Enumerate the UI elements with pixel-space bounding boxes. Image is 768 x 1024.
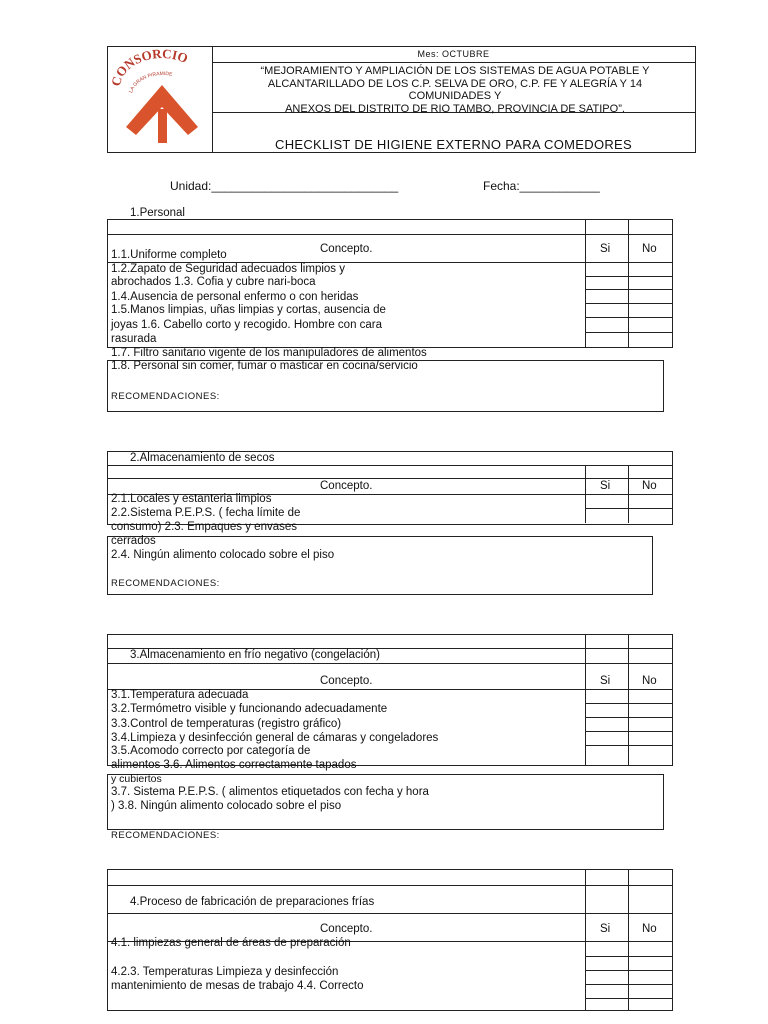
checklist-item: 2.2.Sistema P.E.P.S. ( fecha límite de [111, 507, 301, 519]
checklist-item: 1.7. Filtro sanitario vigente de los manipuladores de alimentos [111, 347, 427, 359]
no-header: No [642, 480, 657, 492]
checklist-item: 4.1. limpiezas general de áreas de preparación [111, 937, 351, 949]
table-col-line [628, 634, 629, 765]
recommendations-label: RECOMENDACIONES: [111, 391, 220, 402]
svg-text:LA GRAN PIRAMIDE [128, 71, 173, 94]
section3-title: 3.Almacenamiento en frío negativo (congelación) [130, 649, 380, 661]
concepto-header: Concepto. [320, 480, 373, 492]
checklist-item: ) 3.8. Ningún alimento colocado sobre el piso [111, 800, 342, 812]
si-header: Si [600, 675, 611, 687]
checklist-item: 4.2.3. Temperaturas Limpieza y desinfección [111, 966, 339, 978]
no-header: No [642, 923, 657, 935]
table-col-line [585, 869, 586, 1010]
table-line [107, 913, 672, 914]
month-label: Mes: OCTUBRE [417, 49, 490, 59]
table-col-line [628, 219, 629, 347]
checklist-item: cerrados [111, 535, 156, 547]
project-title-line: ANEXOS DEL DISTRITO DE RIO TAMBO, PROVINCIA DE SATIPO”. [285, 102, 625, 115]
checklist-item: 1.4.Ausencia de personal enfermo o con heridas [111, 291, 359, 303]
checklist-item: 3.1.Temperatura adecuada [111, 689, 249, 701]
svg-text:CONSORCIO [110, 49, 190, 88]
table-line [107, 663, 672, 664]
checklist-item: abrochados 1.3. Cofia y cubre nari-boca [111, 276, 316, 288]
checklist-item: consumo) 2.3. Empaques y envases [111, 521, 298, 533]
project-title [222, 65, 688, 115]
section2-title: 2.Almacenamiento de secos [130, 452, 275, 464]
header-row-line [212, 62, 695, 63]
checklist-item: rasurada [111, 333, 157, 345]
checklist-item: y cubiertos [111, 773, 162, 785]
si-header: Si [600, 243, 611, 255]
section4-title: 4.Proceso de fabricación de preparaciones frías [130, 896, 375, 908]
logo-subtext: LA GRAN PIRAMIDE [128, 70, 173, 94]
logo-text: ONSORCIO [112, 49, 191, 80]
checklist-item: joyas 1.6. Cabello corto y recogido. Hombre con cara [111, 319, 383, 331]
si-header: Si [600, 480, 611, 492]
checklist-item: 1.5.Manos limpias, uñas limpias y cortas, ausencia de [111, 304, 386, 316]
table-col-line [585, 634, 586, 765]
table-line [107, 234, 672, 235]
table-line [107, 885, 672, 886]
project-title-line: ALCANTARILLADO DE LOS C.P. SELVA DE ORO, C.P. FE Y ALEGRÍA Y 14 [267, 77, 643, 90]
checklist-item: alimentos 3.6. Alimentos correctamente tapados [111, 759, 357, 771]
recommendations-label: RECOMENDACIONES: [111, 578, 220, 589]
concepto-header: Concepto. [320, 243, 373, 255]
table-col-line [585, 465, 586, 523]
concepto-header: Concepto. [320, 675, 373, 687]
checklist-item: 1.2.Zapato de Seguridad adecuados limpios y [111, 263, 345, 275]
checklist-item: 3.2.Termómetro visible y funcionando adecuadamente [111, 703, 388, 715]
checklist-item: 3.4.Limpieza y desinfección general de cámaras y congeladores [111, 732, 439, 744]
table-line [107, 478, 672, 479]
checklist-item: mantenimiento de mesas de trabajo 4.4. Correcto [111, 980, 364, 992]
recommendations-label: RECOMENDACIONES: [111, 830, 220, 841]
company-logo [110, 49, 210, 149]
project-title-line: COMUNIDADES Y [408, 90, 502, 102]
table-line [107, 465, 672, 466]
section1-title: 1.Personal [130, 207, 185, 219]
checklist-item: 3.7. Sistema P.E.P.S. ( alimentos etiquetados con fecha y hora [111, 786, 429, 798]
concepto-header: Concepto. [320, 923, 373, 935]
unidad-field[interactable]: Unidad:____________________________ [170, 179, 399, 193]
checklist-item: 3.5.Acomodo correcto por categoría de [111, 745, 311, 757]
checklist-item: 2.1.Locales y estanteria limpios [111, 493, 272, 505]
checklist-item: 1.1.Uniforme completo [111, 249, 227, 261]
table-col-line [628, 465, 629, 523]
checklist-title: CHECKLIST DE HIGIENE EXTERNO PARA COMEDORES [275, 137, 632, 152]
fecha-field[interactable]: Fecha:____________ [483, 179, 600, 193]
checklist-item: 3.3.Control de temperaturas (registro gráfico) [111, 718, 342, 730]
table-col-line [585, 219, 586, 347]
checklist-item: 1.8. Personal sin comer, fumar o masticar en cocina/servicio [111, 360, 418, 372]
checklist-item: 2.4. Ningún alimento colocado sobre el piso [111, 549, 335, 561]
no-header: No [642, 675, 657, 687]
table-col-line [628, 869, 629, 1010]
si-header: Si [600, 923, 611, 935]
no-header: No [642, 243, 657, 255]
project-title-line: “MEJORAMIENTO Y AMPLIACIÓN DE LOS SISTEMAS DE AGUA POTABLE Y [260, 65, 650, 77]
